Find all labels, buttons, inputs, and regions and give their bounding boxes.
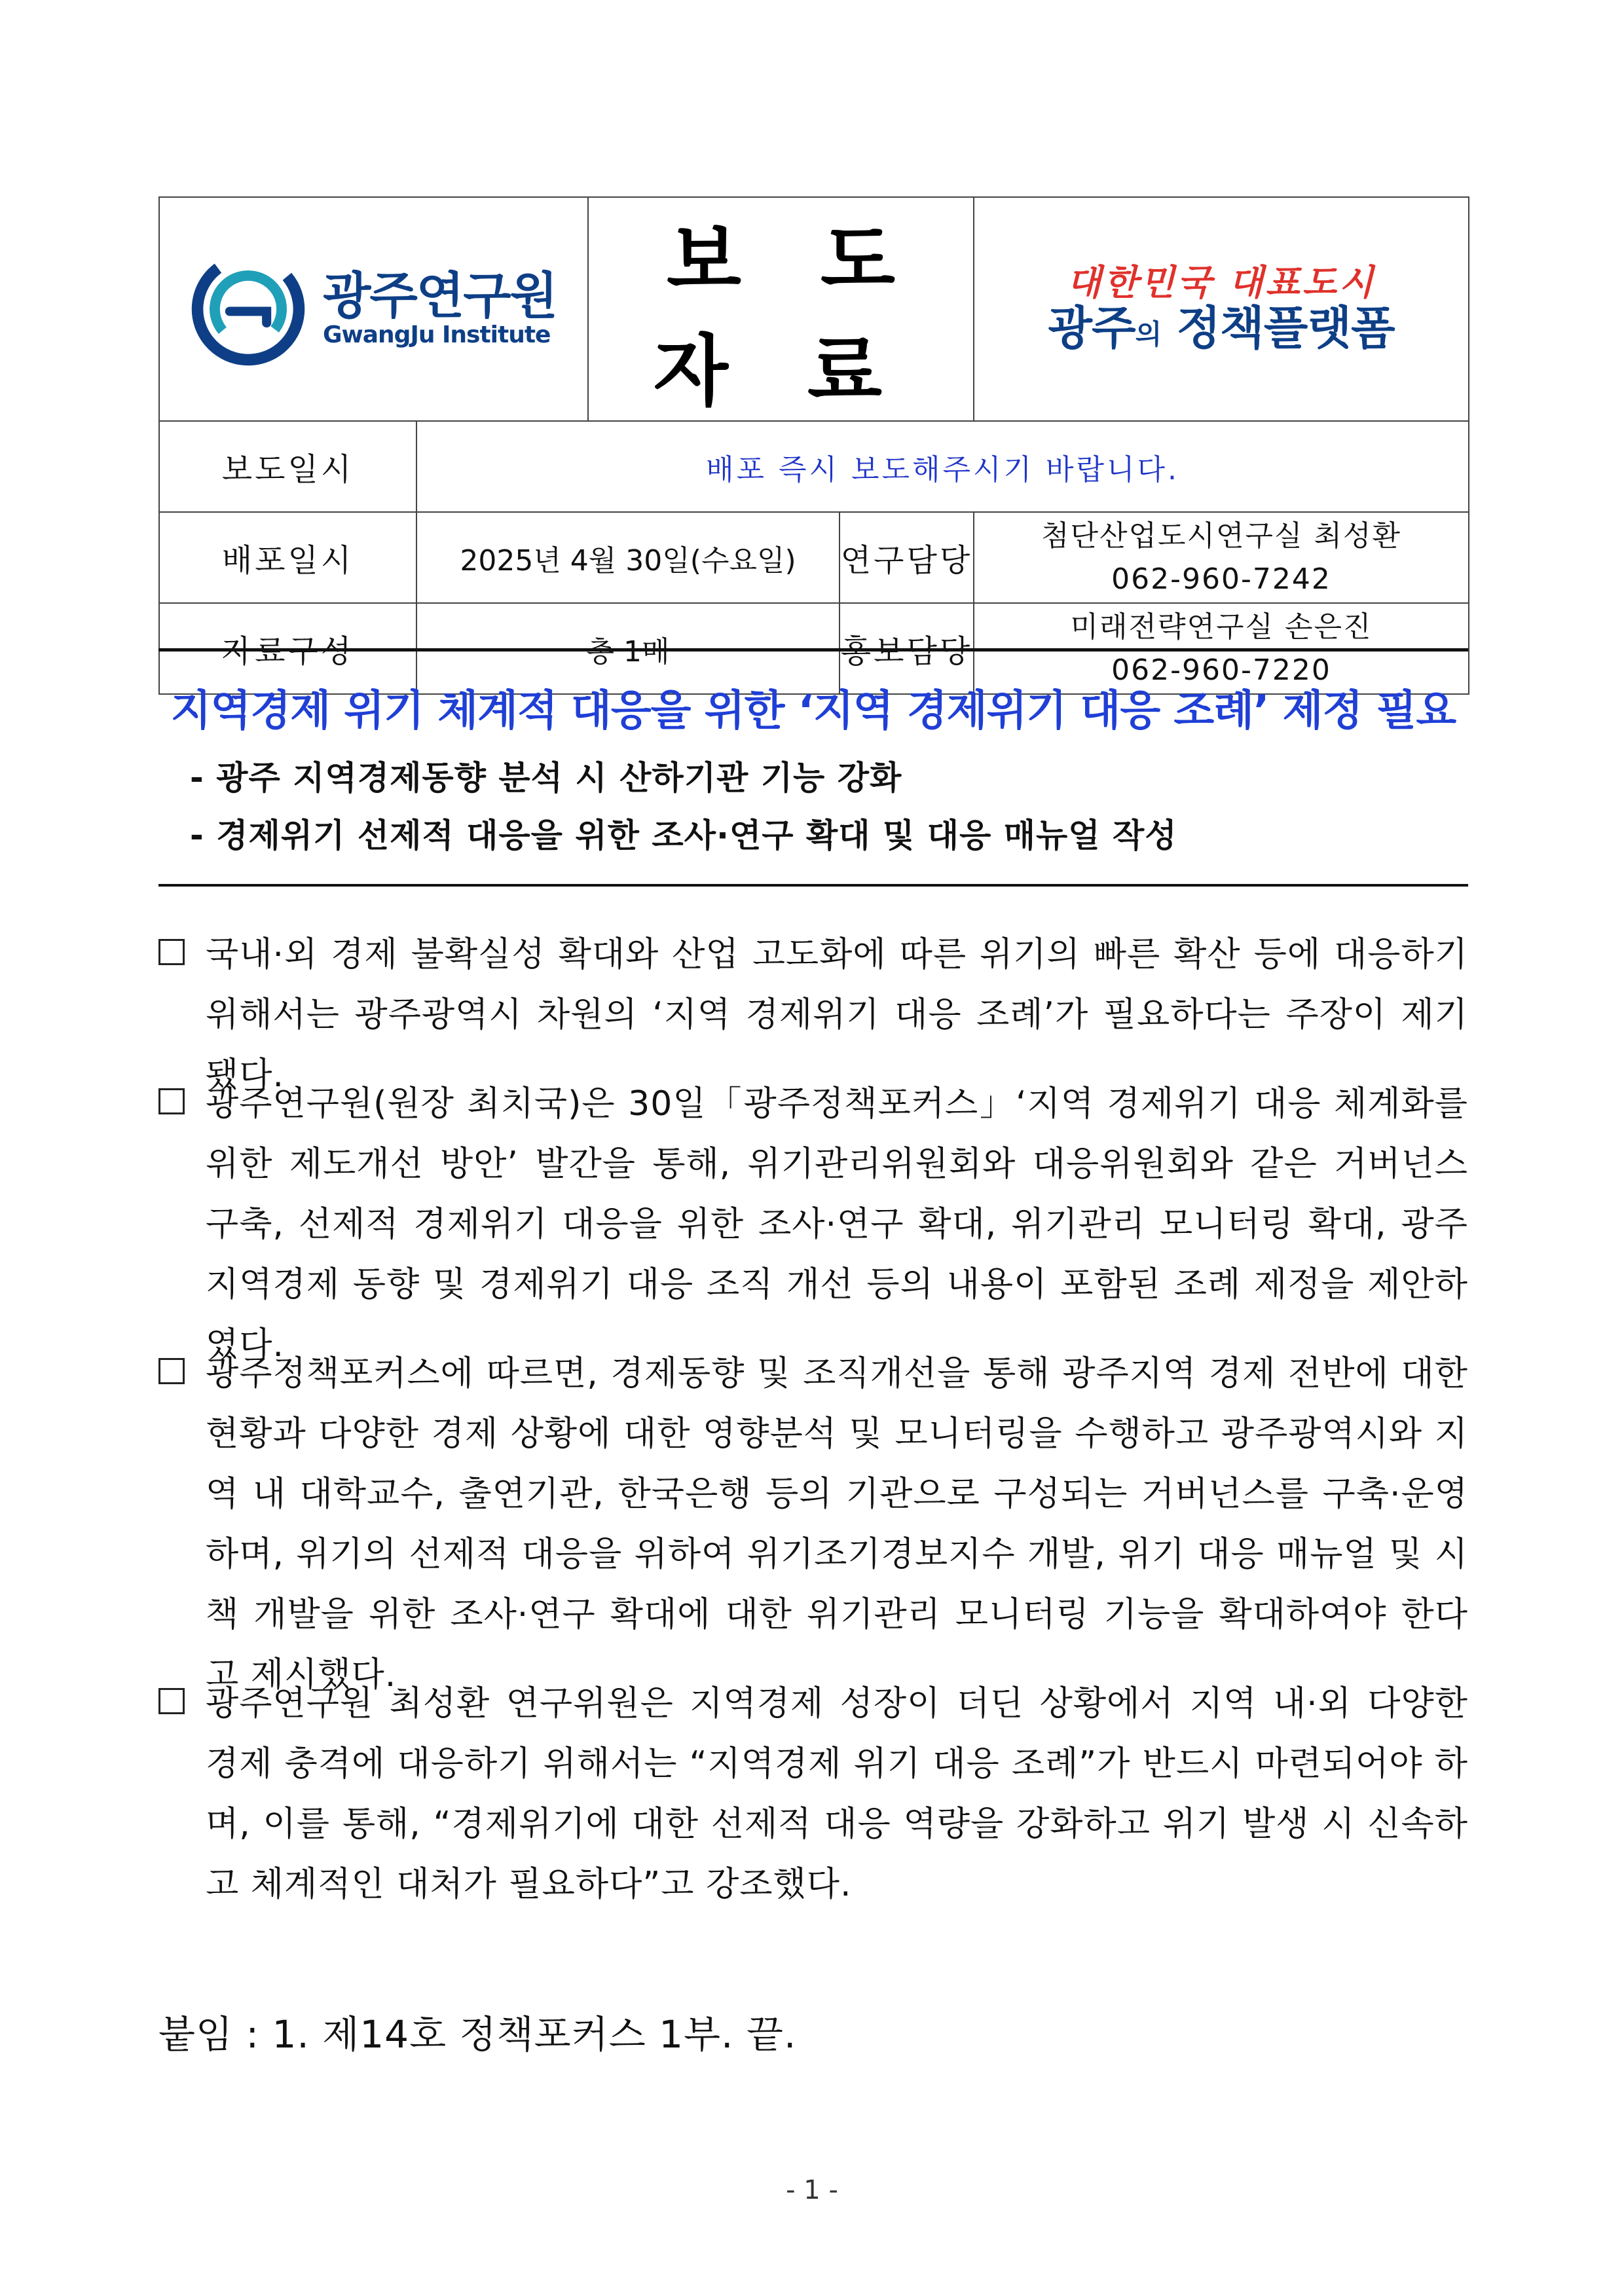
research-contact xyxy=(974,512,1469,603)
pr-contact-label: 홍보담당 xyxy=(840,603,974,694)
headline-bottom-divider xyxy=(158,884,1468,887)
research-contact-label: 연구담당 xyxy=(840,512,974,603)
paragraph-text: 광주정책포커스에 따르면, 경제동향 및 조직개선을 통해 광주지역 경제 전반에 대한 현황과 다양한 경제 상황에 대한 영향분석 및 모니터링을 수행하고 광주광역시와 지역 내 대학교수, 출연기관, 한국은행 등의 기관으로 구성되는 거버넌스를 구축·운영하며, 위기의 선제적 대응을 위하여 위기조기경보지수 개발, 위기 대응 매뉴얼 및 시책 개발을 위한 조사·연구 확대에 대한 위기관리 모니터링 기능을 확대하여야 한다고 제시했다. xyxy=(206,1354,1468,1695)
body-paragraph xyxy=(158,1344,1468,1705)
press-header-table xyxy=(158,196,1469,695)
headline-title: 지역경제 위기 체계적 대응을 위한 ‘지역 경제위기 대응 조례’ 제정 필요 xyxy=(170,687,1456,735)
checkbox-bullet-icon xyxy=(158,1358,185,1384)
gwangju-institute-logo-icon xyxy=(191,251,306,367)
materials-value: 총 1매 xyxy=(416,603,840,694)
page-number: - 1 - xyxy=(786,2175,838,2205)
pr-contact-name: 미래전략연구실 손은진 xyxy=(1070,610,1373,644)
slogan-cell xyxy=(974,197,1469,421)
materials-label: 자료구성 xyxy=(159,603,416,694)
paragraph-text: 광주연구원(원장 최치국)은 30일「광주정책포커스」‘지역 경제위기 대응 체계화를 위한 제도개선 방안’ 발간을 통해, 위기관리위원회와 대응위원회와 같은 거버넌스 구축, 선제적 경제위기 대응을 위한 조사·연구 확대, 위기관리 모니터링 확대, 광주 지역경제 동향 및 경제위기 대응 조직 개선 등의 내용이 포함된 조례 제정을 제안하였다. xyxy=(206,1084,1468,1365)
paragraph-text: 국내·외 경제 불확실성 확대와 산업 고도화에 따른 위기의 빠른 확산 등에 대응하기 위해서는 광주광역시 차원의 ‘지역 경제위기 대응 조례’가 필요하다는 주장이 제기됐다. xyxy=(206,935,1468,1095)
release-date-value: 2025년 4월 30일(수요일) xyxy=(416,512,840,603)
press-date-value: 배포 즉시 보도해주시기 바랍니다. xyxy=(416,421,1469,512)
logo-korean-name: 광주연구원 xyxy=(322,266,557,325)
body-paragraph xyxy=(158,1074,1468,1375)
press-release-title: 보 도 자 료 xyxy=(653,215,922,416)
logo-english-name: GwangJu Institute xyxy=(322,321,551,349)
institute-logo xyxy=(160,251,587,367)
headline-top-divider xyxy=(158,648,1468,652)
body-paragraph xyxy=(158,1674,1468,1915)
press-date-label: 보도일시 xyxy=(159,421,416,512)
slogan-line2: 광주의 정책플랫폼 xyxy=(1048,301,1395,356)
headline-subtitle-1: - 광주 지역경제동향 분석 시 산하기관 기능 강화 xyxy=(190,759,902,797)
checkbox-bullet-icon xyxy=(158,1688,185,1714)
paragraph-text: 광주연구원 최성환 연구위원은 지역경제 성장이 더딘 상황에서 지역 내·외 다양한 경제 충격에 대응하기 위해서는 “지역경제 위기 대응 조례”가 반드시 마련되어야 하며, 이를 통해, “경제위기에 대한 선제적 대응 역량을 강화하고 위기 발생 시 신속하고 체계적인 대처가 필요하다”고 강조했다. xyxy=(206,1684,1468,1904)
release-date-label: 배포일시 xyxy=(159,512,416,603)
logo-cell xyxy=(159,197,588,421)
headline-subtitle-2: - 경제위기 선제적 대응을 위한 조사·연구 확대 및 대응 매뉴얼 작성 xyxy=(190,817,1177,854)
checkbox-bullet-icon xyxy=(158,939,185,965)
research-contact-name: 첨단산업도시연구실 최성환 xyxy=(1041,519,1402,553)
pr-contact-phone: 062-960-7220 xyxy=(1111,653,1331,687)
research-contact-phone: 062-960-7242 xyxy=(1111,562,1331,596)
checkbox-bullet-icon xyxy=(158,1088,185,1114)
attachment-note: 붙임 : 1. 제14호 정책포커스 1부. 끝. xyxy=(158,2012,797,2057)
slogan-line1: 대한민국 대표도시 xyxy=(1066,261,1376,304)
press-title-cell xyxy=(588,197,974,421)
